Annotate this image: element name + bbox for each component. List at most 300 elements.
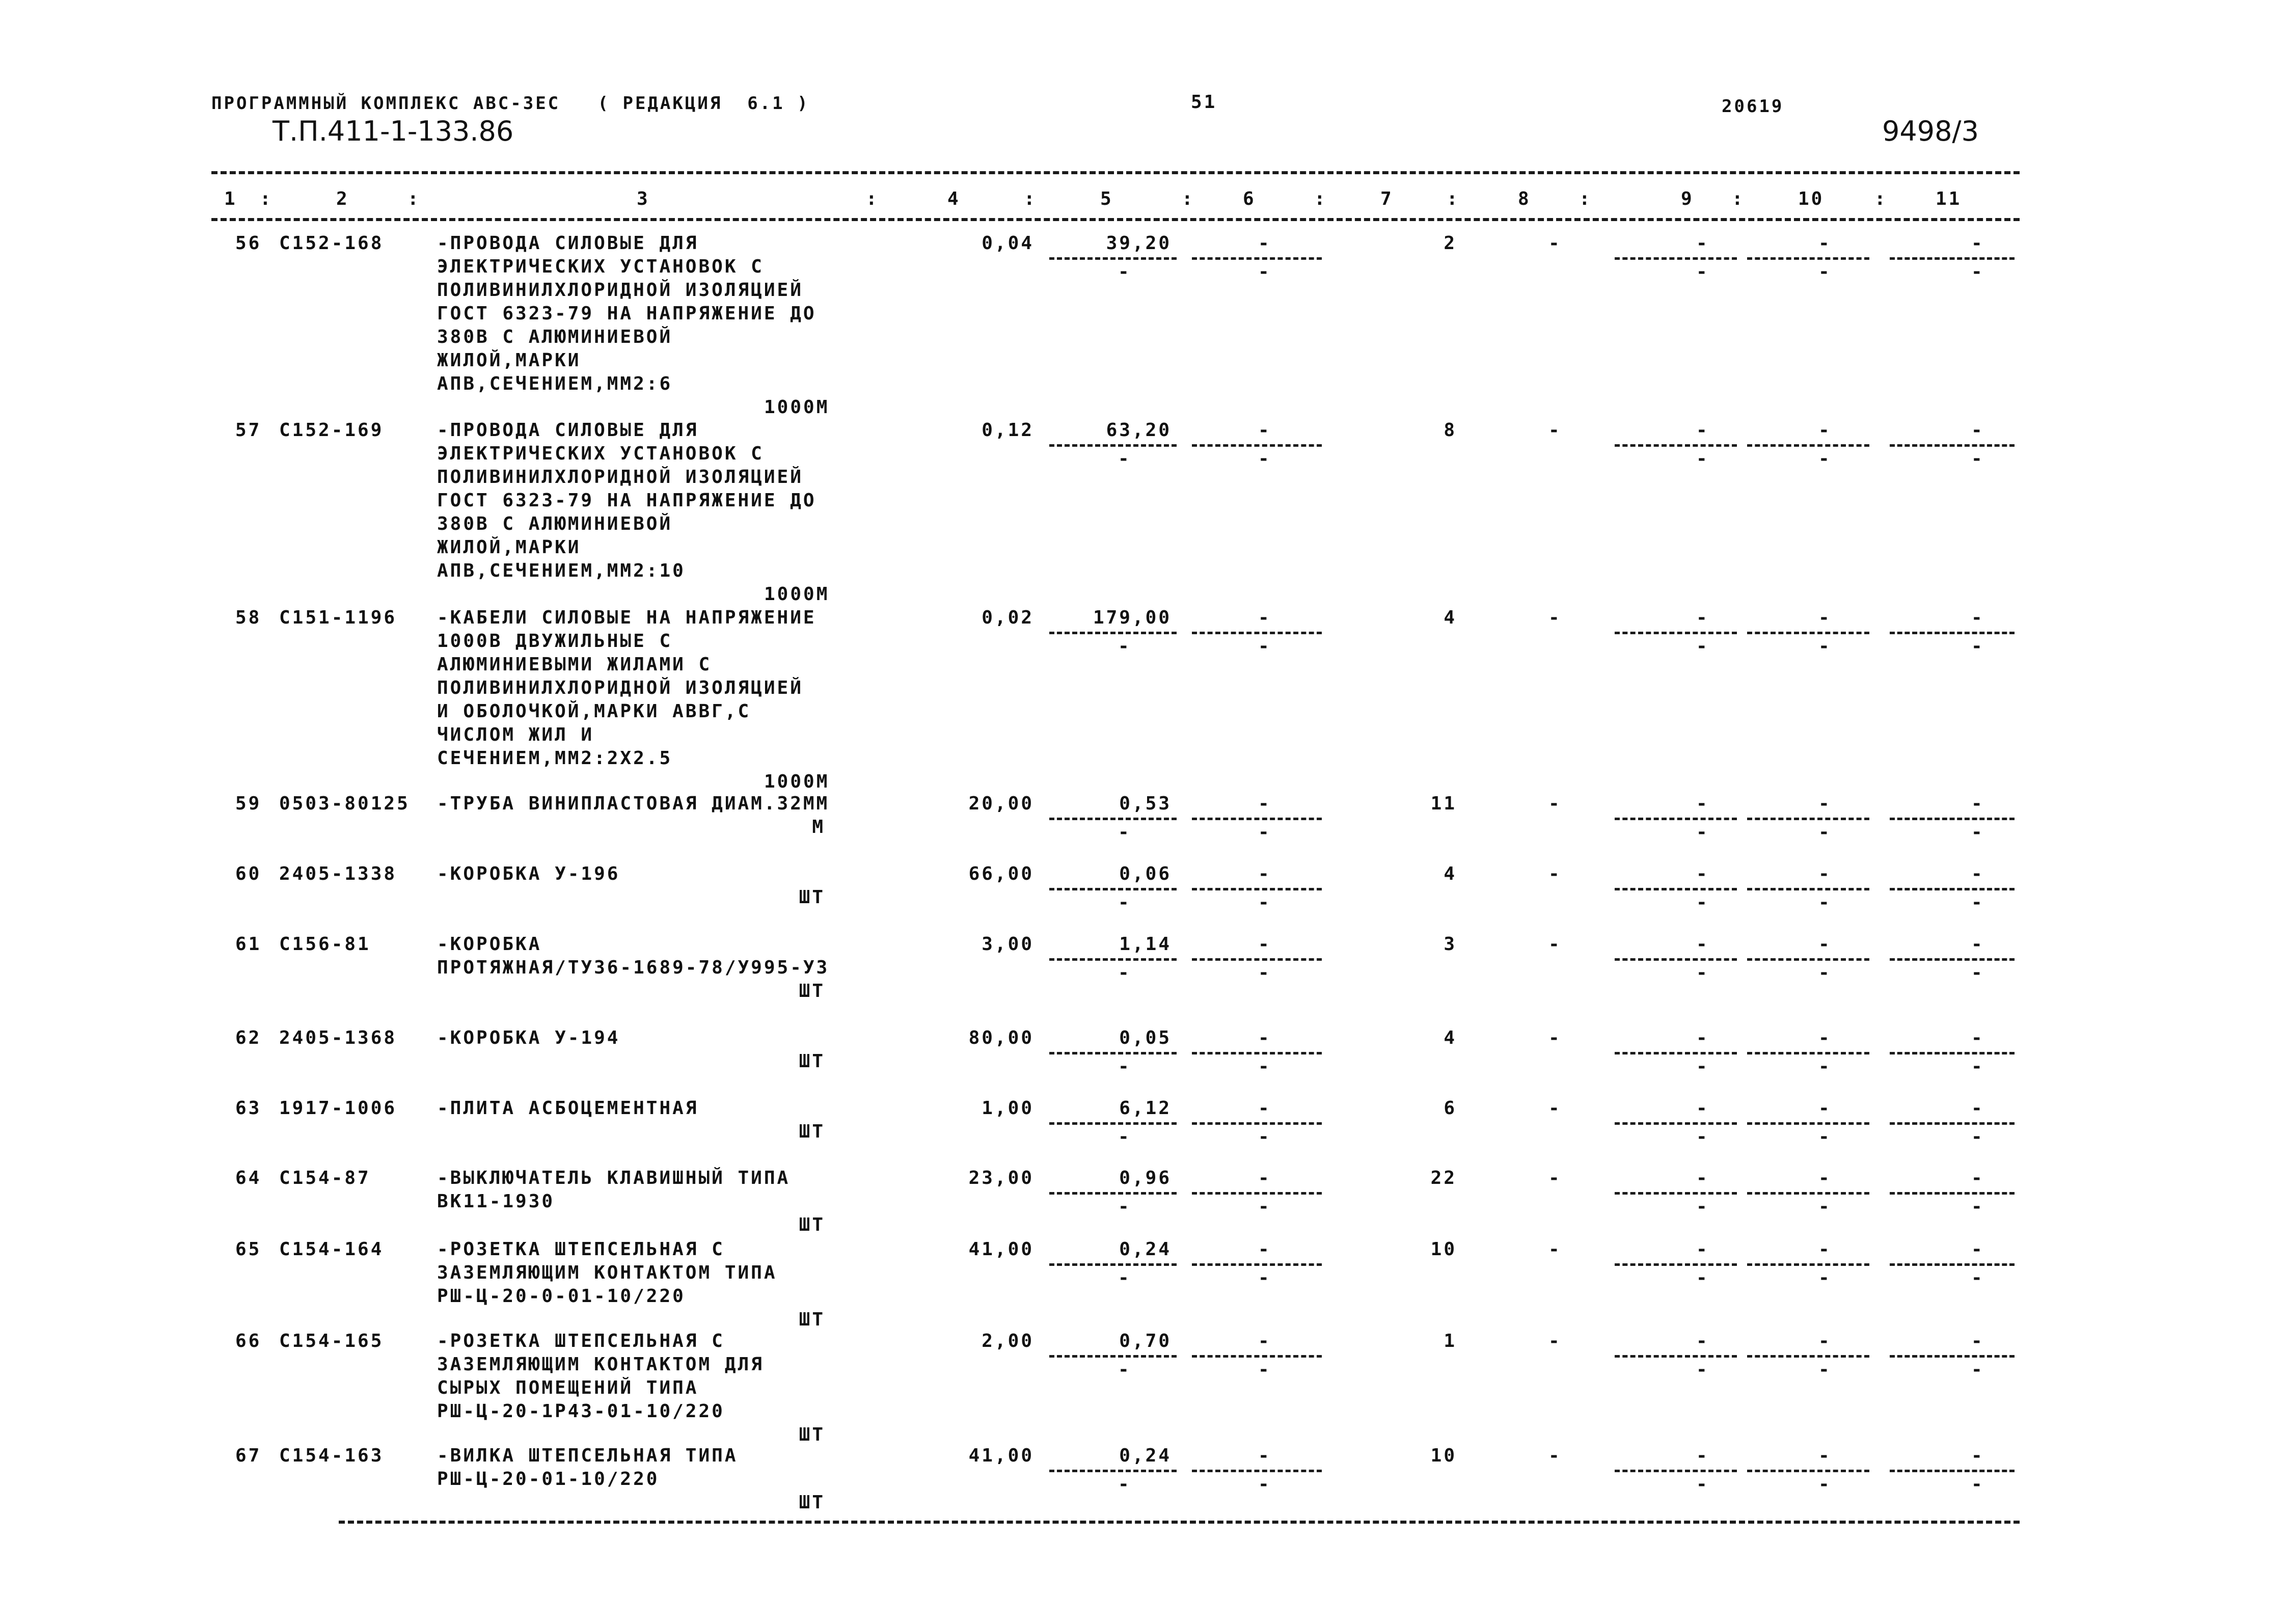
item-description-line: ПОЛИВИНИЛХЛОРИДНОЙ ИЗОЛЯЦИЕЙ <box>437 280 803 301</box>
col9-lower-dash: - <box>1696 1196 1709 1217</box>
item-description-line: ЖИЛОЙ,МАРКИ <box>437 537 581 558</box>
unit-of-measure: М <box>812 817 825 837</box>
resource-code: С156-81 <box>279 934 371 955</box>
price-value: 0,24 <box>1119 1239 1172 1260</box>
col6-lower-dash: - <box>1258 448 1271 469</box>
col5-lower-dash: - <box>1118 1474 1131 1495</box>
col5-fraction-rule <box>1049 888 1177 890</box>
column-separator: : <box>1024 188 1037 209</box>
item-description-line: -КАБЕЛИ СИЛОВЫЕ НА НАПРЯЖЕНИЕ <box>437 607 817 628</box>
column-header-7: 7 <box>1380 188 1394 209</box>
col6-dash: - <box>1258 607 1271 628</box>
col9-lower-dash: - <box>1696 1474 1709 1495</box>
column-header-1: 1 <box>224 188 237 209</box>
item-description-line: -ПЛИТА АСБОЦЕМЕНТНАЯ <box>437 1098 699 1119</box>
col9-lower-dash: - <box>1696 261 1709 282</box>
col11-lower-dash: - <box>1971 636 1984 657</box>
item-description-line: ПОЛИВИНИЛХЛОРИДНОЙ ИЗОЛЯЦИЕЙ <box>437 678 803 698</box>
col7-value: 2 <box>1444 233 1457 254</box>
price-value: 0,96 <box>1119 1168 1172 1188</box>
quantity-value: 41,00 <box>968 1239 1034 1260</box>
col11-lower-dash: - <box>1971 1196 1984 1217</box>
col6-lower-dash: - <box>1258 892 1271 913</box>
price-value: 179,00 <box>1093 607 1172 628</box>
col6-dash: - <box>1258 1098 1271 1119</box>
col9-dash: - <box>1696 607 1709 628</box>
col7-value: 10 <box>1430 1239 1457 1260</box>
col10-dash: - <box>1818 1098 1832 1119</box>
col9-lower-dash: - <box>1696 892 1709 913</box>
col5-fraction-rule <box>1049 1470 1177 1472</box>
col10-fraction-rule <box>1747 257 1869 260</box>
item-description-line: ЧИСЛОМ ЖИЛ И <box>437 724 594 745</box>
col8-dash: - <box>1548 793 1562 814</box>
col10-lower-dash: - <box>1818 822 1832 843</box>
col9-fraction-rule <box>1615 888 1737 890</box>
col11-dash: - <box>1971 1331 1984 1351</box>
unit-of-measure: ШТ <box>799 1051 825 1072</box>
col9-dash: - <box>1696 934 1709 955</box>
col5-lower-dash: - <box>1118 962 1131 983</box>
col8-dash: - <box>1548 1098 1562 1119</box>
col5-fraction-rule <box>1049 632 1177 634</box>
col7-value: 6 <box>1444 1098 1457 1119</box>
resource-code: 2405-1338 <box>279 863 397 884</box>
col10-dash: - <box>1818 793 1832 814</box>
unit-of-measure: ШТ <box>799 1492 825 1513</box>
unit-of-measure: ШТ <box>799 981 825 1002</box>
col7-value: 1 <box>1444 1331 1457 1351</box>
col6-fraction-rule <box>1192 1470 1322 1472</box>
col9-lower-dash: - <box>1696 962 1709 983</box>
item-description-line: -ПРОВОДА СИЛОВЫЕ ДЛЯ <box>437 420 699 441</box>
item-description-line: ЗАЗЕМЛЯЮЩИМ КОНТАКТОМ ДЛЯ <box>437 1354 764 1375</box>
col5-fraction-rule <box>1049 1355 1177 1358</box>
col6-dash: - <box>1258 1331 1271 1351</box>
col11-lower-dash: - <box>1971 1474 1984 1495</box>
col10-dash: - <box>1818 1239 1832 1260</box>
col10-lower-dash: - <box>1818 892 1832 913</box>
col6-lower-dash: - <box>1258 1474 1271 1495</box>
row-number: 65 <box>235 1239 262 1260</box>
item-description-line: ВК11-1930 <box>437 1191 555 1212</box>
col5-fraction-rule <box>1049 818 1177 820</box>
unit-of-measure: 1000М <box>764 584 830 605</box>
price-value: 0,06 <box>1119 863 1172 884</box>
item-description-line: ГОСТ 6323-79 НА НАПРЯЖЕНИЕ ДО <box>437 303 817 324</box>
row-number: 64 <box>235 1168 262 1188</box>
col9-dash: - <box>1696 863 1709 884</box>
item-description-line: АПВ,СЕЧЕНИЕМ,ММ2:10 <box>437 560 686 581</box>
resource-code: С154-164 <box>279 1239 384 1260</box>
col5-fraction-rule <box>1049 1052 1177 1054</box>
col9-fraction-rule <box>1615 257 1737 260</box>
quantity-value: 66,00 <box>968 863 1034 884</box>
col6-lower-dash: - <box>1258 822 1271 843</box>
col6-dash: - <box>1258 233 1271 254</box>
row-number: 66 <box>235 1331 262 1351</box>
col9-dash: - <box>1696 1027 1709 1048</box>
col10-fraction-rule <box>1747 1122 1869 1125</box>
item-description-line: АЛЮМИНИЕВЫМИ ЖИЛАМИ С <box>437 654 712 675</box>
col9-lower-dash: - <box>1696 1126 1709 1147</box>
price-value: 1,14 <box>1119 934 1172 955</box>
col8-dash: - <box>1548 420 1562 441</box>
row-number: 63 <box>235 1098 262 1119</box>
col11-lower-dash: - <box>1971 1359 1984 1380</box>
unit-of-measure: ШТ <box>799 1424 825 1445</box>
col9-fraction-rule <box>1615 1192 1737 1195</box>
col6-dash: - <box>1258 793 1271 814</box>
col11-dash: - <box>1971 607 1984 628</box>
col6-lower-dash: - <box>1258 261 1271 282</box>
col6-fraction-rule <box>1192 1192 1322 1195</box>
col5-fraction-rule <box>1049 444 1177 447</box>
col10-lower-dash: - <box>1818 1359 1832 1380</box>
col10-fraction-rule <box>1747 818 1869 820</box>
col9-dash: - <box>1696 793 1709 814</box>
quantity-value: 0,02 <box>982 607 1034 628</box>
col9-fraction-rule <box>1615 444 1737 447</box>
col11-dash: - <box>1971 863 1984 884</box>
column-header-8: 8 <box>1518 188 1531 209</box>
col9-fraction-rule <box>1615 818 1737 820</box>
col9-dash: - <box>1696 1445 1709 1466</box>
resource-code: С154-165 <box>279 1331 384 1351</box>
col10-lower-dash: - <box>1818 1267 1832 1288</box>
col10-dash: - <box>1818 1445 1832 1466</box>
col10-fraction-rule <box>1747 1052 1869 1054</box>
price-value: 6,12 <box>1119 1098 1172 1119</box>
price-value: 39,20 <box>1106 233 1172 254</box>
col10-fraction-rule <box>1747 1263 1869 1266</box>
col7-value: 8 <box>1444 420 1457 441</box>
col11-dash: - <box>1971 934 1984 955</box>
col6-lower-dash: - <box>1258 636 1271 657</box>
col6-lower-dash: - <box>1258 1126 1271 1147</box>
document-code: 20619 <box>1722 96 1784 117</box>
col5-lower-dash: - <box>1118 822 1131 843</box>
column-header-9: 9 <box>1681 188 1694 209</box>
col10-lower-dash: - <box>1818 962 1832 983</box>
col8-dash: - <box>1548 233 1562 254</box>
col9-dash: - <box>1696 1098 1709 1119</box>
quantity-value: 23,00 <box>968 1168 1034 1188</box>
col5-lower-dash: - <box>1118 1196 1131 1217</box>
project-number: Т.П.411-1-133.86 <box>273 115 514 147</box>
quantity-value: 2,00 <box>982 1331 1034 1351</box>
col6-fraction-rule <box>1192 257 1322 260</box>
col10-fraction-rule <box>1747 888 1869 890</box>
item-description-line: И ОБОЛОЧКОЙ,МАРКИ АВВГ,С <box>437 701 751 722</box>
row-number: 57 <box>235 420 262 441</box>
col11-lower-dash: - <box>1971 822 1984 843</box>
col9-fraction-rule <box>1615 1355 1737 1358</box>
col8-dash: - <box>1548 607 1562 628</box>
table-bottom-rule <box>339 1521 2020 1524</box>
col6-lower-dash: - <box>1258 962 1271 983</box>
col6-fraction-rule <box>1192 1122 1322 1125</box>
item-description-line: ЖИЛОЙ,МАРКИ <box>437 350 581 371</box>
price-value: 0,70 <box>1119 1331 1172 1351</box>
col7-value: 4 <box>1444 1027 1457 1048</box>
item-description-line: СЫРЫХ ПОМЕЩЕНИЙ ТИПА <box>437 1377 699 1398</box>
resource-code: С154-163 <box>279 1445 384 1466</box>
resource-code: С151-1196 <box>279 607 397 628</box>
col11-lower-dash: - <box>1971 1056 1984 1077</box>
col10-lower-dash: - <box>1818 1474 1832 1495</box>
row-number: 59 <box>235 793 262 814</box>
resource-code: 1917-1006 <box>279 1098 397 1119</box>
col7-value: 4 <box>1444 863 1457 884</box>
col10-dash: - <box>1818 863 1832 884</box>
col9-dash: - <box>1696 1168 1709 1188</box>
column-header-3: 3 <box>637 188 650 209</box>
item-description-line: -РОЗЕТКА ШТЕПСЕЛЬНАЯ С <box>437 1239 725 1260</box>
col7-value: 22 <box>1430 1168 1457 1188</box>
col11-fraction-rule <box>1890 257 2015 260</box>
col9-fraction-rule <box>1615 1263 1737 1266</box>
header-top-rule <box>211 171 2020 174</box>
col11-dash: - <box>1971 1445 1984 1466</box>
col11-lower-dash: - <box>1971 261 1984 282</box>
quantity-value: 0,04 <box>982 233 1034 254</box>
quantity-value: 1,00 <box>982 1098 1034 1119</box>
col6-fraction-rule <box>1192 444 1322 447</box>
program-header: ПРОГРАММНЫЙ КОМПЛЕКС АВС-ЗЕС ( РЕДАКЦИЯ 6.1 ) <box>211 93 810 114</box>
column-separator: : <box>1314 188 1327 209</box>
resource-code: С154-87 <box>279 1168 371 1188</box>
col6-dash: - <box>1258 1445 1271 1466</box>
item-description-line: ПОЛИВИНИЛХЛОРИДНОЙ ИЗОЛЯЦИЕЙ <box>437 467 803 488</box>
item-description-line: ЗАЗЕМЛЯЮЩИМ КОНТАКТОМ ТИПА <box>437 1262 777 1283</box>
column-header-11: 11 <box>1936 188 1962 209</box>
col8-dash: - <box>1548 1331 1562 1351</box>
col7-value: 4 <box>1444 607 1457 628</box>
item-description-line: -ТРУБА ВИНИПЛАСТОВАЯ ДИАМ.32ММ <box>437 793 830 814</box>
column-separator: : <box>1447 188 1460 209</box>
col9-lower-dash: - <box>1696 1267 1709 1288</box>
col6-lower-dash: - <box>1258 1359 1271 1380</box>
col5-lower-dash: - <box>1118 1359 1131 1380</box>
unit-of-measure: ШТ <box>799 1121 825 1142</box>
col11-lower-dash: - <box>1971 892 1984 913</box>
price-value: 63,20 <box>1106 420 1172 441</box>
col5-fraction-rule <box>1049 1192 1177 1195</box>
column-separator: : <box>1874 188 1888 209</box>
col5-lower-dash: - <box>1118 1056 1131 1077</box>
col11-fraction-rule <box>1890 632 2015 634</box>
col9-lower-dash: - <box>1696 822 1709 843</box>
col9-lower-dash: - <box>1696 636 1709 657</box>
item-description-line: 380В С АЛЮМИНИЕВОЙ <box>437 327 673 347</box>
column-separator: : <box>260 188 273 209</box>
row-number: 67 <box>235 1445 262 1466</box>
item-description-line: СЕЧЕНИЕМ,ММ2:2Х2.5 <box>437 748 673 769</box>
col5-lower-dash: - <box>1118 448 1131 469</box>
col6-lower-dash: - <box>1258 1196 1271 1217</box>
column-header-6: 6 <box>1243 188 1256 209</box>
col6-dash: - <box>1258 934 1271 955</box>
header-bottom-rule <box>211 218 2020 221</box>
col8-dash: - <box>1548 1027 1562 1048</box>
col11-fraction-rule <box>1890 1355 2015 1358</box>
col11-lower-dash: - <box>1971 1267 1984 1288</box>
col6-fraction-rule <box>1192 1355 1322 1358</box>
item-description-line: ЭЛЕКТРИЧЕСКИХ УСТАНОВОК С <box>437 443 764 464</box>
col5-lower-dash: - <box>1118 261 1131 282</box>
col6-fraction-rule <box>1192 1263 1322 1266</box>
column-separator: : <box>1182 188 1195 209</box>
col9-lower-dash: - <box>1696 1359 1709 1380</box>
col10-dash: - <box>1818 1331 1832 1351</box>
col5-fraction-rule <box>1049 1263 1177 1266</box>
col11-dash: - <box>1971 1098 1984 1119</box>
resource-code: 0503-80125 <box>279 793 410 814</box>
item-description-line: -КОРОБКА У-194 <box>437 1027 620 1048</box>
col5-lower-dash: - <box>1118 892 1131 913</box>
quantity-value: 20,00 <box>968 793 1034 814</box>
col10-fraction-rule <box>1747 958 1869 961</box>
item-description-line: -КОРОБКА <box>437 934 542 955</box>
col10-lower-dash: - <box>1818 1126 1832 1147</box>
quantity-value: 3,00 <box>982 934 1034 955</box>
col6-fraction-rule <box>1192 818 1322 820</box>
col9-dash: - <box>1696 1239 1709 1260</box>
col6-fraction-rule <box>1192 632 1322 634</box>
item-description-line: АПВ,СЕЧЕНИЕМ,ММ2:6 <box>437 373 673 394</box>
col6-fraction-rule <box>1192 958 1322 961</box>
item-description-line: РШ-Ц-20-1Р43-01-10/220 <box>437 1401 725 1422</box>
column-separator: : <box>1579 188 1592 209</box>
col11-fraction-rule <box>1890 444 2015 447</box>
col9-fraction-rule <box>1615 1122 1737 1125</box>
column-separator: : <box>866 188 879 209</box>
col9-fraction-rule <box>1615 1470 1737 1472</box>
item-description-line: 380В С АЛЮМИНИЕВОЙ <box>437 513 673 534</box>
col10-fraction-rule <box>1747 1192 1869 1195</box>
column-header-4: 4 <box>947 188 961 209</box>
col5-lower-dash: - <box>1118 1126 1131 1147</box>
col10-lower-dash: - <box>1818 636 1832 657</box>
col11-fraction-rule <box>1890 1052 2015 1054</box>
unit-of-measure: 1000М <box>764 771 830 792</box>
column-separator: : <box>407 188 421 209</box>
col11-fraction-rule <box>1890 1122 2015 1125</box>
col7-value: 3 <box>1444 934 1457 955</box>
col11-lower-dash: - <box>1971 962 1984 983</box>
column-separator: : <box>1732 188 1745 209</box>
col11-lower-dash: - <box>1971 1126 1984 1147</box>
col10-fraction-rule <box>1747 632 1869 634</box>
col6-fraction-rule <box>1192 888 1322 890</box>
column-header-2: 2 <box>336 188 349 209</box>
doc-number: 9498/3 <box>1882 115 1979 147</box>
col11-fraction-rule <box>1890 888 2015 890</box>
col9-fraction-rule <box>1615 958 1737 961</box>
col10-dash: - <box>1818 607 1832 628</box>
col11-dash: - <box>1971 1027 1984 1048</box>
col7-value: 11 <box>1430 793 1457 814</box>
col6-lower-dash: - <box>1258 1056 1271 1077</box>
col11-fraction-rule <box>1890 818 2015 820</box>
col6-dash: - <box>1258 1168 1271 1188</box>
item-description-line: РШ-Ц-20-0-01-10/220 <box>437 1286 686 1307</box>
col9-fraction-rule <box>1615 1052 1737 1054</box>
col10-dash: - <box>1818 934 1832 955</box>
row-number: 60 <box>235 863 262 884</box>
col6-fraction-rule <box>1192 1052 1322 1054</box>
col11-dash: - <box>1971 1168 1984 1188</box>
col10-dash: - <box>1818 1027 1832 1048</box>
resource-code: С152-168 <box>279 233 384 254</box>
col6-lower-dash: - <box>1258 1267 1271 1288</box>
col5-lower-dash: - <box>1118 1267 1131 1288</box>
col9-dash: - <box>1696 420 1709 441</box>
col10-lower-dash: - <box>1818 261 1832 282</box>
col10-dash: - <box>1818 1168 1832 1188</box>
col9-dash: - <box>1696 1331 1709 1351</box>
item-description-line: -ПРОВОДА СИЛОВЫЕ ДЛЯ <box>437 233 699 254</box>
col5-fraction-rule <box>1049 257 1177 260</box>
item-description-line: -РОЗЕТКА ШТЕПСЕЛЬНАЯ С <box>437 1331 725 1351</box>
col8-dash: - <box>1548 863 1562 884</box>
col10-fraction-rule <box>1747 1355 1869 1358</box>
resource-code: С152-169 <box>279 420 384 441</box>
col8-dash: - <box>1548 1445 1562 1466</box>
col11-fraction-rule <box>1890 958 2015 961</box>
unit-of-measure: ШТ <box>799 887 825 908</box>
col10-fraction-rule <box>1747 444 1869 447</box>
price-value: 0,05 <box>1119 1027 1172 1048</box>
col11-dash: - <box>1971 1239 1984 1260</box>
col11-dash: - <box>1971 233 1984 254</box>
quantity-value: 0,12 <box>982 420 1034 441</box>
col7-value: 10 <box>1430 1445 1457 1466</box>
col9-dash: - <box>1696 233 1709 254</box>
price-value: 0,53 <box>1119 793 1172 814</box>
col5-fraction-rule <box>1049 958 1177 961</box>
sheet-number: 51 <box>1191 92 1217 113</box>
quantity-value: 80,00 <box>968 1027 1034 1048</box>
col6-dash: - <box>1258 1027 1271 1048</box>
item-description-line: ПРОТЯЖНАЯ/ТУ36-1689-78/У995-У3 <box>437 957 830 978</box>
col8-dash: - <box>1548 1239 1562 1260</box>
col10-lower-dash: - <box>1818 1056 1832 1077</box>
col10-dash: - <box>1818 420 1832 441</box>
column-header-10: 10 <box>1798 188 1825 209</box>
column-header-5: 5 <box>1100 188 1113 209</box>
col5-fraction-rule <box>1049 1122 1177 1125</box>
unit-of-measure: 1000М <box>764 397 830 418</box>
quantity-value: 41,00 <box>968 1445 1034 1466</box>
col8-dash: - <box>1548 1168 1562 1188</box>
col9-lower-dash: - <box>1696 448 1709 469</box>
col11-fraction-rule <box>1890 1263 2015 1266</box>
col6-dash: - <box>1258 863 1271 884</box>
col6-dash: - <box>1258 1239 1271 1260</box>
price-value: 0,24 <box>1119 1445 1172 1466</box>
col11-fraction-rule <box>1890 1470 2015 1472</box>
col10-fraction-rule <box>1747 1470 1869 1472</box>
item-description-line: 1000В ДВУЖИЛЬНЫЕ С <box>437 631 673 652</box>
col8-dash: - <box>1548 934 1562 955</box>
resource-code: 2405-1368 <box>279 1027 397 1048</box>
col10-lower-dash: - <box>1818 448 1832 469</box>
col9-fraction-rule <box>1615 632 1737 634</box>
row-number: 58 <box>235 607 262 628</box>
item-description-line: -КОРОБКА У-196 <box>437 863 620 884</box>
